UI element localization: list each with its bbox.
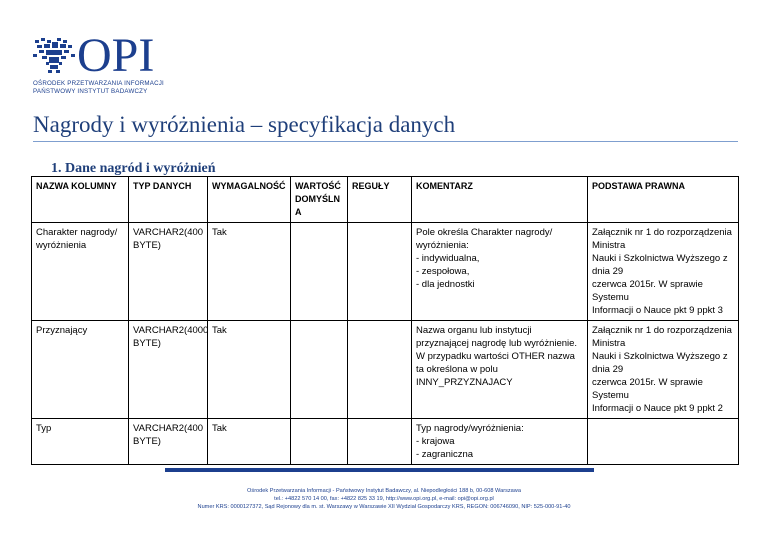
cell-default: [291, 223, 348, 321]
footer-contact: tel.: +4822 570 14 00, fax: +4822 825 33 19, http://www.opi.org.pl, e-mail: opi@opi.org.pl: [274, 496, 494, 502]
logo-wordmark: OPI: [77, 29, 155, 82]
cell-type: VARCHAR2(400 BYTE): [129, 419, 208, 465]
cell-rules: [348, 223, 412, 321]
column-header: REGUŁY: [348, 177, 412, 223]
cell-legal-basis: Załącznik nr 1 do rozporządzenia Ministra Nauki i Szkolnictwa Wyższego z dnia 29 czerwca 2015r. W sprawie Systemu Informacji o Nauce pkt 9 ppkt 3: [588, 223, 739, 321]
table-header-row: [32, 177, 739, 223]
table-row: [32, 223, 739, 321]
cell-rules: [348, 321, 412, 419]
opi-logo: [33, 29, 164, 108]
column-header: WARTOŚĆ DOMYŚLN A: [291, 177, 348, 223]
cell-name: Typ: [32, 419, 129, 465]
cell-comment: Nazwa organu lub instytucji przyznającej nagrodę lub wyróżnienie. W przypadku wartości OTHER nazwa ta określona w polu INNY_PRZYZNAJACY: [412, 321, 588, 419]
cell-default: [291, 321, 348, 419]
footer-address: Ośrodek Przetwarzania Informacji - Państwowy Instytut Badawczy, al. Niepodległości 188 b, 00-608 Warszawa: [247, 488, 521, 494]
title-divider: [33, 141, 738, 142]
column-header: NAZWA KOLUMNY: [32, 177, 129, 223]
table-row: [32, 419, 739, 465]
page-title: Nagrody i wyróżnienia – specyfikacja danych: [33, 112, 456, 137]
footer-divider: [165, 468, 594, 472]
cell-default: [291, 419, 348, 465]
cell-type: VARCHAR2(400 BYTE): [129, 223, 208, 321]
column-header: PODSTAWA PRAWNA: [588, 177, 739, 223]
footer-registration: Numer KRS: 0000127372, Sąd Rejonowy dla m. st. Warszawy w Warszawie XII Wydział Gospodarczy KRS, REGON: 006746090, NIP: 525-000-91-40: [197, 504, 571, 510]
table-row: [32, 321, 739, 419]
cell-comment: Pole określa Charakter nagrody/ wyróżnienia: - indywidualna, - zespołowa, - dla jednostki: [412, 223, 588, 321]
cell-rules: [348, 419, 412, 465]
cell-name: Przyznający: [32, 321, 129, 419]
cell-required: Tak: [208, 223, 291, 321]
cell-legal-basis: [588, 419, 739, 465]
section-heading: 1. Dane nagród i wyróżnień: [51, 161, 216, 176]
logo-line-1: OŚRODEK PRZETWARZANIA INFORMACJI: [33, 80, 164, 87]
column-header: TYP DANYCH: [129, 177, 208, 223]
cell-required: Tak: [208, 321, 291, 419]
eagle-emblem-icon: [33, 36, 75, 76]
column-header: WYMAGALNOŚĆ: [208, 177, 291, 223]
cell-required: Tak: [208, 419, 291, 465]
cell-name: Charakter nagrody/ wyróżnienia: [32, 223, 129, 321]
cell-type: VARCHAR2(4000 BYTE): [129, 321, 208, 419]
data-spec-table: [31, 176, 739, 465]
logo-line-2: PAŃSTWOWY INSTYTUT BADAWCZY: [33, 88, 148, 95]
cell-legal-basis: Załącznik nr 1 do rozporządzenia Ministra Nauki i Szkolnictwa Wyższego z dnia 29 czerwca 2015r. W sprawie Systemu Informacji o Nauce pkt 9 ppkt 2: [588, 321, 739, 419]
column-header: KOMENTARZ: [412, 177, 588, 223]
cell-comment: Typ nagrody/wyróżnienia: - krajowa - zagraniczna: [412, 419, 588, 465]
